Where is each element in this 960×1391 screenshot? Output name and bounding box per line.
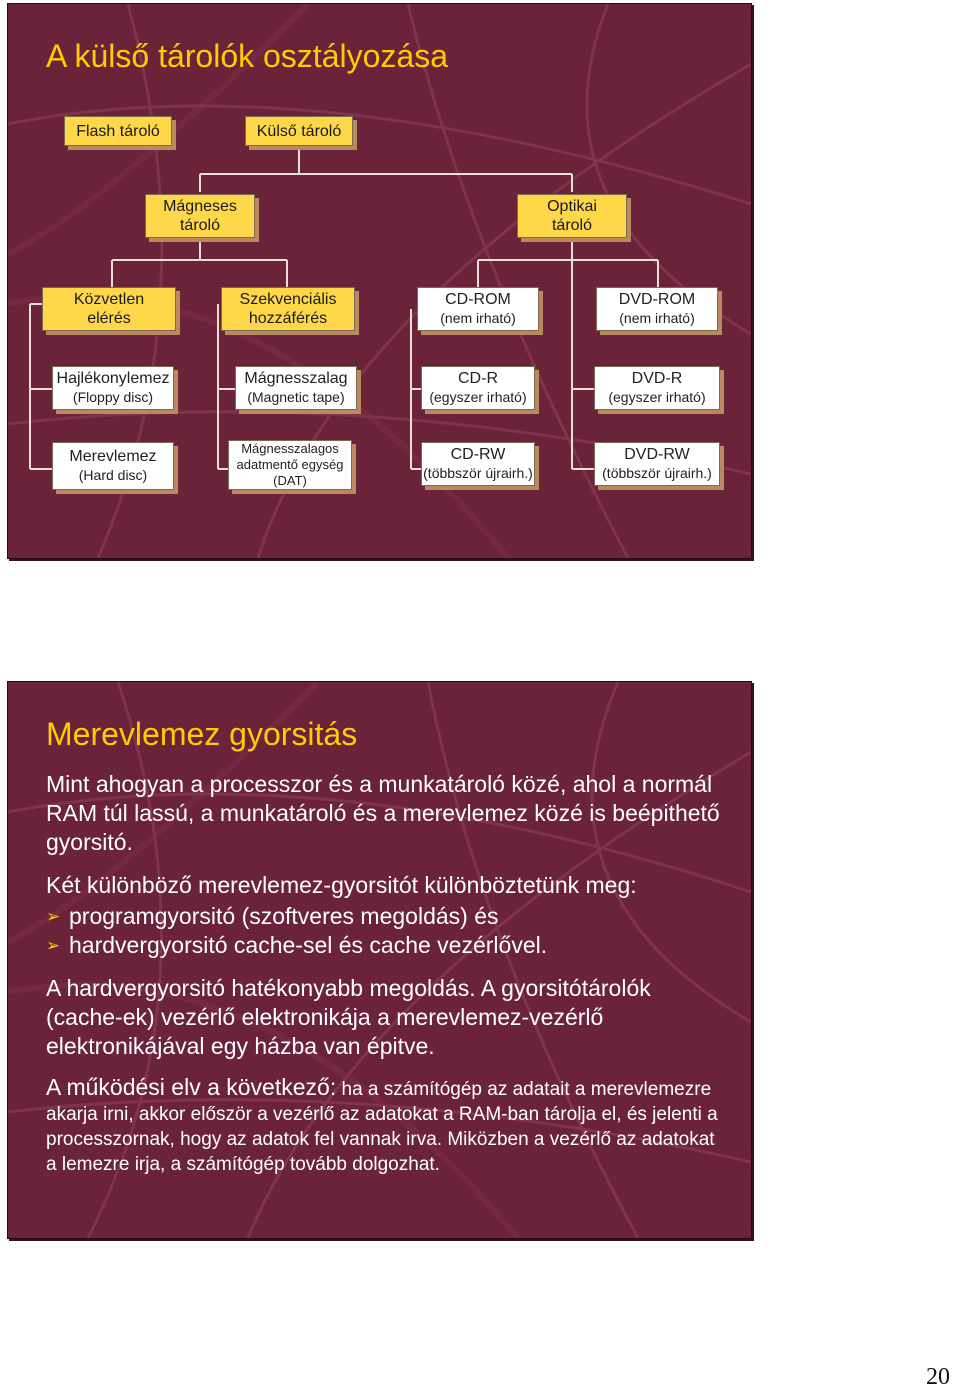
box-label: elérés (87, 310, 131, 327)
bullet-text: programgyorsitó (szoftveres megoldás) és (69, 903, 499, 929)
dvdrw-box (594, 442, 720, 486)
box-label: Mágnesszalagos (241, 441, 339, 456)
cdr-box (421, 366, 535, 410)
box-sublabel: (egyszer irható) (429, 389, 527, 405)
box-label: Flash tároló (76, 122, 160, 140)
box-label: DVD-RW (624, 446, 690, 463)
box-label: CD-RW (450, 446, 506, 463)
slide-hdd-acceleration (7, 681, 752, 1239)
slide-title: A külső tárolók osztályozása (46, 38, 448, 74)
box-label: CD-ROM (445, 291, 511, 308)
paragraph-types: Két különböző merevlemez-gyorsitót különböztetünk meg: (46, 872, 637, 898)
box-label: Merevlemez (69, 448, 157, 465)
box-label: CD-R (458, 370, 498, 387)
slide-storage-classification (7, 3, 752, 559)
box-sublabel: (többször újrairh.) (423, 465, 533, 481)
box-label: adatmentő egység (236, 457, 344, 472)
box-label: Külső tároló (256, 122, 342, 140)
flash-storage-box (64, 116, 172, 146)
box-label: Szekvenciális (239, 291, 337, 308)
box-label: Mágnesszalag (244, 370, 348, 387)
external-storage-box (245, 116, 353, 146)
hard-disk-box (52, 442, 174, 490)
box-sublabel: (Hard disc) (78, 467, 148, 483)
bullet-item (46, 902, 726, 931)
bullet-text: hardvergyorsitó cache-sel és cache vezérlővel. (69, 932, 548, 958)
slide-title: Merevlemez gyorsitás (46, 716, 358, 752)
box-sublabel: (többször újrairh.) (602, 465, 712, 481)
bullet-item (46, 931, 726, 960)
page-number: 20 (926, 1364, 950, 1390)
box-label: Mágneses (163, 198, 237, 215)
paragraph-hardware: A hardvergyorsitó hatékonyabb megoldás. A gyorsitótárolók (cache-ek) vezérlő elektronikája a merevlemez-vezérlő elektronikájával egy házba van épitve. (46, 975, 651, 1059)
box-sublabel: (nem irható) (440, 310, 516, 326)
dat-box (228, 440, 352, 490)
arrow-bullet-icon: ➢ (46, 907, 61, 926)
dvdrom-box (596, 287, 718, 331)
sequential-access-box (221, 287, 355, 331)
arrow-bullet-icon: ➢ (46, 936, 61, 955)
floppy-box (52, 366, 174, 410)
box-label: DVD-R (631, 370, 683, 387)
principle-lead: A működési elv a következő: (46, 1074, 337, 1100)
slide-body (46, 770, 726, 1191)
principle-text: ha a számítógép az adatait a merevlemezre akarja irni, akkor először a vezérlő az adatokat a RAM-ban tárolja el, és jelenti a processzornak, hogy az adatok fel vannak irva. Miközben a vezérlő az adatokat a lemezre irja, a számítógép tovább dolgozhat. (46, 1079, 718, 1175)
paragraph-principle (46, 1075, 726, 1177)
box-label: DVD-ROM (618, 291, 696, 308)
box-label: Közvetlen (73, 291, 145, 308)
magnetic-tape-box (235, 366, 357, 410)
box-label: tároló (179, 217, 221, 234)
box-label: tároló (551, 217, 593, 234)
magnetic-storage-box (145, 194, 255, 238)
box-sublabel: (Magnetic tape) (247, 389, 345, 405)
box-label: Optikai (547, 198, 597, 215)
box-sublabel: (nem irható) (619, 310, 695, 326)
cdrw-box (421, 442, 535, 486)
box-sublabel: (Floppy disc) (72, 389, 154, 405)
box-sublabel: (egyszer irható) (608, 389, 706, 405)
direct-access-box (42, 287, 176, 331)
dvdr-box (594, 366, 720, 410)
box-label: hozzáférés (248, 310, 328, 327)
cdrom-box (417, 287, 539, 331)
box-label: Hajlékonylemez (56, 370, 170, 387)
box-label: (DAT) (273, 473, 307, 488)
optical-storage-box (517, 194, 627, 238)
paragraph-intro: Mint ahogyan a processzor és a munkatároló közé, ahol a normál RAM túl lassú, a munkatároló és a merevlemez közé is beépithető gyorsitó. (46, 771, 720, 855)
